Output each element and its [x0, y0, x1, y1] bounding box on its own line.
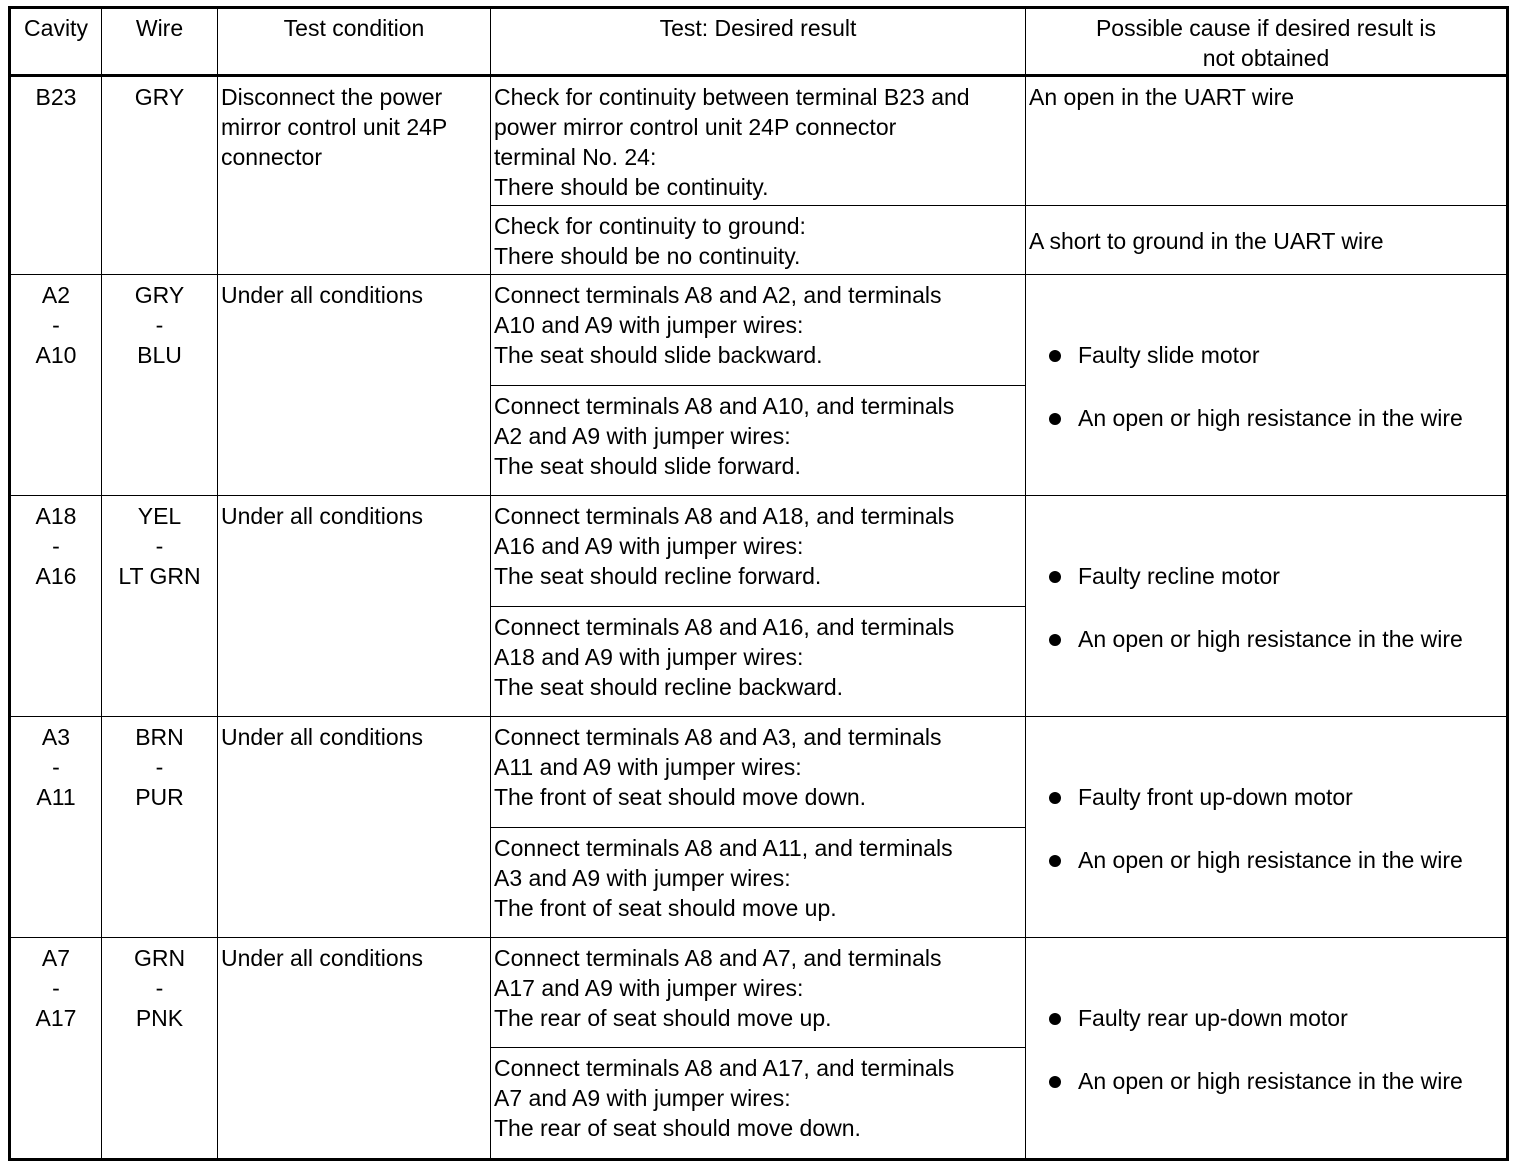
desired-result-cell: Connect terminals A8 and A10, and terminals A2 and A9 with jumper wires: The seat should slide forward. [491, 385, 1026, 496]
possible-cause-cell [1026, 275, 1508, 496]
header-possible-cause: Possible cause if desired result is not obtained [1026, 8, 1508, 76]
test-condition-cell: Disconnect the power mirror control unit 24P connector [218, 76, 491, 275]
cause-list [1029, 530, 1503, 686]
desired-result-cell: Connect terminals A8 and A17, and terminals A7 and A9 with jumper wires: The rear of seat should move down. [491, 1048, 1026, 1160]
cavity-cell: A2 - A10 [10, 275, 102, 496]
diagnostic-table [8, 6, 1509, 1161]
desired-result-cell: Connect terminals A8 and A18, and terminals A16 and A9 with jumper wires: The seat should recline forward. [491, 496, 1026, 607]
test-condition-cell: Under all conditions [218, 275, 491, 496]
header-test-condition: Test condition [218, 8, 491, 76]
desired-result-cell: Connect terminals A8 and A7, and terminals A17 and A9 with jumper wires: The rear of seat should move up. [491, 938, 1026, 1048]
desired-result-cell: Check for continuity between terminal B23 and power mirror control unit 24P connector terminal No. 24: There should be continuity. [491, 76, 1026, 206]
desired-result-cell: Connect terminals A8 and A16, and terminals A18 and A9 with jumper wires: The seat should recline backward. [491, 606, 1026, 717]
desired-result-cell: Connect terminals A8 and A11, and terminals A3 and A9 with jumper wires: The front of seat should move up. [491, 827, 1026, 938]
wire-cell: YEL - LT GRN [102, 496, 218, 717]
cavity-cell: A18 - A16 [10, 496, 102, 717]
possible-cause-cell [1026, 496, 1508, 717]
possible-cause-cell [1026, 938, 1508, 1160]
cause-item: An open or high resistance in the wire [1029, 1065, 1503, 1098]
possible-cause-cell: An open in the UART wire [1026, 76, 1508, 206]
table-row [10, 76, 1508, 206]
cause-item: Faulty front up-down motor [1029, 781, 1503, 814]
table-row [10, 938, 1508, 1048]
test-condition-cell: Under all conditions [218, 496, 491, 717]
cavity-cell: A7 - A17 [10, 938, 102, 1160]
cause-list [1029, 309, 1503, 465]
test-condition-cell: Under all conditions [218, 717, 491, 938]
diagnostic-table-sheet [8, 6, 1506, 1161]
cause-item: An open or high resistance in the wire [1029, 402, 1503, 435]
desired-result-cell: Check for continuity to ground: There should be no continuity. [491, 206, 1026, 275]
cause-item: Faulty recline motor [1029, 560, 1503, 593]
test-condition-cell: Under all conditions [218, 938, 491, 1160]
cause-item: Faulty slide motor [1029, 339, 1503, 372]
cavity-cell: B23 [10, 76, 102, 275]
table-row [10, 496, 1508, 607]
header-cavity: Cavity [10, 8, 102, 76]
desired-result-cell: Connect terminals A8 and A3, and terminals A11 and A9 with jumper wires: The front of seat should move down. [491, 717, 1026, 828]
header-desired-result: Test: Desired result [491, 8, 1026, 76]
possible-cause-cell: A short to ground in the UART wire [1026, 206, 1508, 275]
cause-list [1029, 751, 1503, 907]
wire-cell: GRY [102, 76, 218, 275]
cause-list [1029, 972, 1503, 1128]
wire-cell: GRN - PNK [102, 938, 218, 1160]
cause-item: Faulty rear up-down motor [1029, 1002, 1503, 1035]
cause-item: An open or high resistance in the wire [1029, 844, 1503, 877]
desired-result-cell: Connect terminals A8 and A2, and terminals A10 and A9 with jumper wires: The seat should slide backward. [491, 275, 1026, 386]
table-row [10, 717, 1508, 828]
cavity-cell: A3 - A11 [10, 717, 102, 938]
possible-cause-cell [1026, 717, 1508, 938]
wire-cell: BRN - PUR [102, 717, 218, 938]
header-row [10, 8, 1508, 76]
table-row [10, 275, 1508, 386]
wire-cell: GRY - BLU [102, 275, 218, 496]
cause-item: An open or high resistance in the wire [1029, 623, 1503, 656]
header-wire: Wire [102, 8, 218, 76]
